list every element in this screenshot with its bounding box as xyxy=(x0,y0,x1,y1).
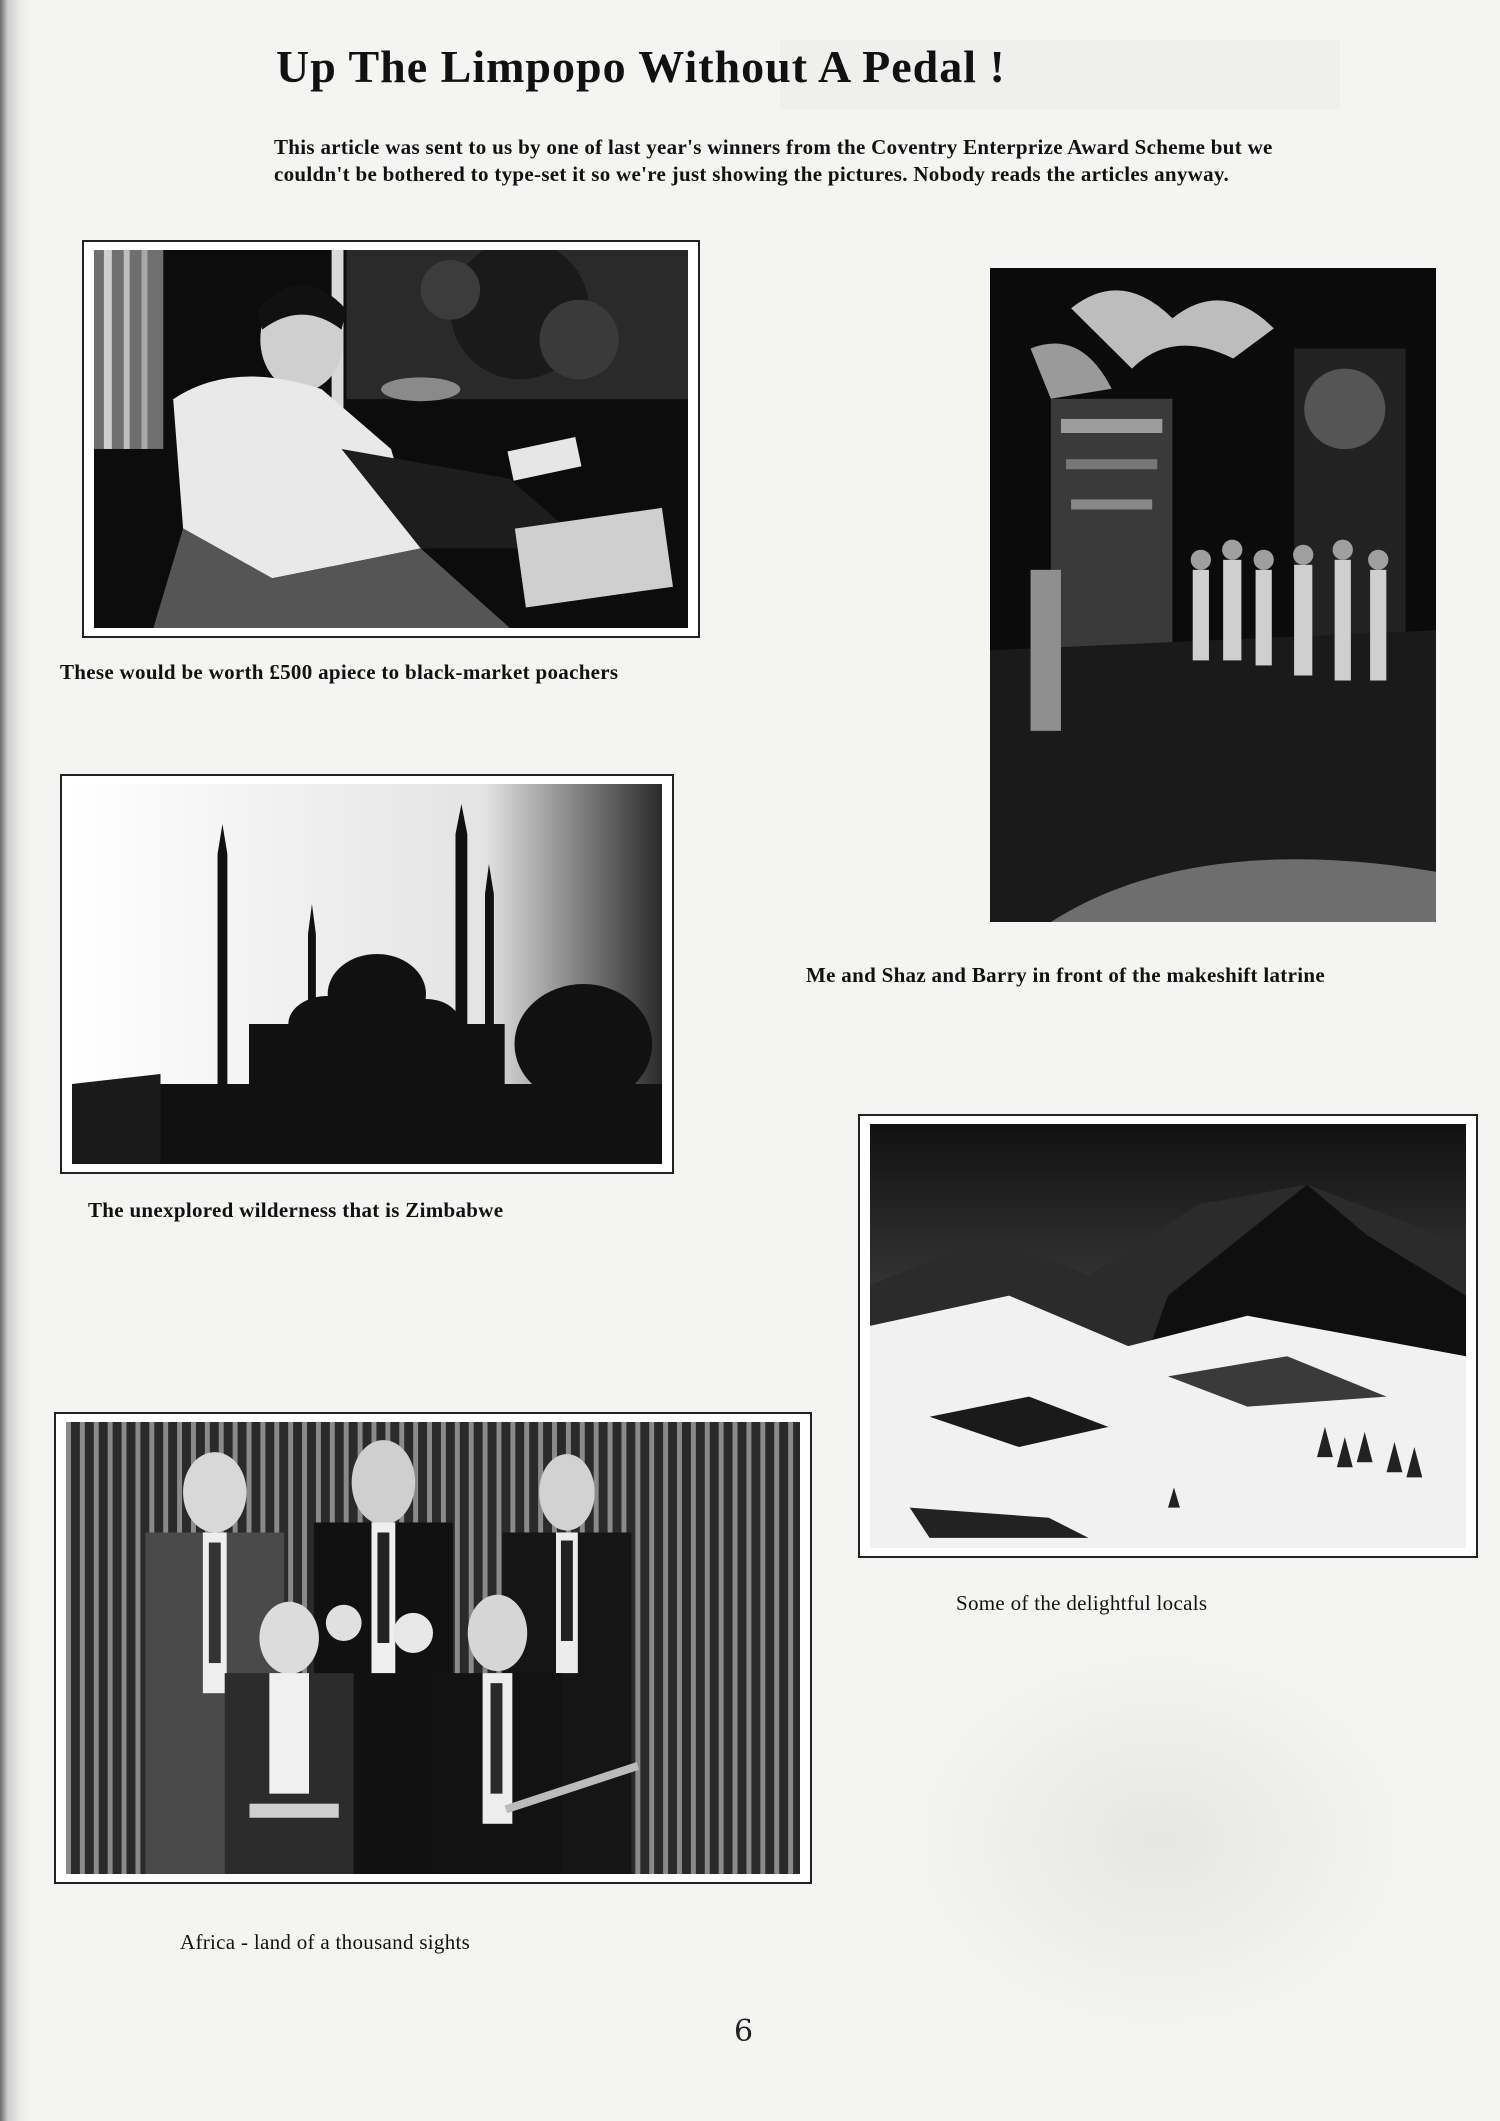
mosque-silhouette-image xyxy=(72,784,662,1164)
photo-man-at-table xyxy=(82,240,700,638)
photo-mosque-silhouette xyxy=(60,774,674,1174)
man-at-table-image xyxy=(94,250,688,628)
article-title: Up The Limpopo Without A Pedal ! xyxy=(276,41,1006,92)
bleed-through-shadow xyxy=(900,1640,1420,2040)
snowy-mountains-image xyxy=(870,1124,1466,1548)
jungle-scene-image xyxy=(990,268,1436,922)
photo-caption-latrine: Me and Shaz and Barry in front of the makeshift latrine xyxy=(806,963,1325,987)
photo-caption-africa: Africa - land of a thousand sights xyxy=(180,1930,471,1954)
article-intro: This article was sent to us by one of last year's winners from the Coventry Enterprize Award Scheme but we couldn't be bothered to type-set it so we're just showing the pictures. Nobody reads the articles anyway. xyxy=(274,135,1273,186)
photo-caption-poachers: These would be worth £500 apiece to black-market poachers xyxy=(60,660,619,684)
award-group-image xyxy=(66,1422,800,1874)
page-binding-edge xyxy=(0,0,30,2121)
photo-award-group xyxy=(54,1412,812,1884)
photo-caption-zimbabwe: The unexplored wilderness that is Zimbabwe xyxy=(88,1198,504,1222)
page-number: 6 xyxy=(734,2014,754,2049)
photo-snowy-mountains xyxy=(858,1114,1478,1558)
photo-jungle-scene xyxy=(990,268,1436,922)
photo-caption-locals: Some of the delightful locals xyxy=(956,1591,1208,1615)
